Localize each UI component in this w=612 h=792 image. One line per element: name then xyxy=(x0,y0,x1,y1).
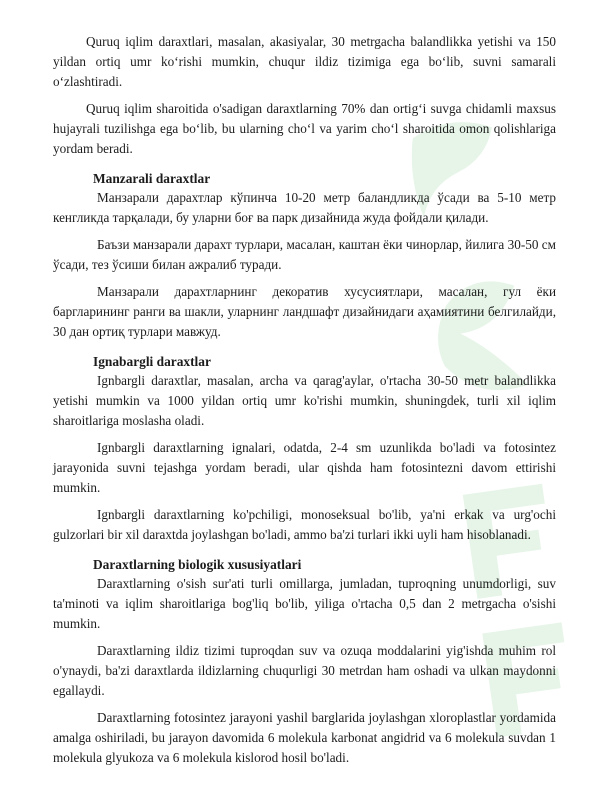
paragraph-ornamental-3: Манзарали дарахтларнинг декоратив хусусиятлари, масалан, гул ёки баргларининг ранги ва шакли, уларнинг ландшафт дизайнидаги аҳамиятини белгилайди, 30 дан ортиқ турлари мавжуд. xyxy=(53,284,556,339)
paragraph-ornamental-2: Баъзи манзарали дарахт турлари, масалан, каштан ёки чинорлар, йилига 30-50 см ўсади, тез ўсиши билан ажралиб туради. xyxy=(53,237,556,272)
heading-biological-features: Daraxtlarning biologik xususiyatlari xyxy=(93,557,302,572)
paragraph-biological-3: Daraxtlarning fotosintez jarayoni yashil barglarida joylashgan xloroplastlar yordamida amalga oshiriladi, bu jarayon davomida 6 molekula karbonat angidrid va 6 molekula suvdan 1 molekula glyukoza va 6 molekula kislorod hosil bo'ladi. xyxy=(53,710,556,765)
paragraph-biological-1: Daraxtlarning o'sish sur'ati turli omillarga, jumladan, tuproqning unumdorligi, suv ta'minoti va iqlim sharoitlariga bog'liq bo'lib, yiliga o'rtacha 0,5 dan 2 metrgacha o'sishi mumkin. xyxy=(53,576,556,631)
paragraph-biological-2: Daraxtlarning ildiz tizimi tuproqdan suv va ozuqa moddalarini yig'ishda muhim rol o'ynaydi, ba'zi daraxtlarda ildizlarning chuqurligi 30 metrdan ham oshadi va ulkan maydonni egallaydi. xyxy=(53,643,556,698)
heading-ornamental-trees: Manzarali daraxtlar xyxy=(93,171,211,186)
document-page xyxy=(53,32,556,775)
paragraph-dry-climate-1: Quruq iqlim daraxtlari, masalan, akasiyalar, 30 metrgacha balandlikka yetishi va 150 yildan ortiq umr ko‘rishi mumkin, chuqur ildiz tizimiga ega bo‘lib, suvni samarali o‘zlashtiradi. xyxy=(53,34,556,89)
paragraph-coniferous-2: Ignbargli daraxtlarning ignalari, odatda, 2-4 sm uzunlikda bo'ladi va fotosintez jarayonida suvni tejashga yordam beradi, ular qishda ham fotosintezni davom ettirishi mumkin. xyxy=(53,440,556,495)
paragraph-coniferous-1: Ignbargli daraxtlar, masalan, archa va qarag'aylar, o'rtacha 30-50 metr balandlikka yetishi mumkin va 1000 yildan ortiq umr ko'rishi mumkin, shuningdek, turli xil iqlim sharoitlariga moslasha oladi. xyxy=(53,373,556,428)
paragraph-ornamental-1: Манзарали дарахтлар кўпинча 10-20 метр баландликда ўсади ва 5-10 метр кенгликда тарқалади, бу уларни боғ ва парк дизайнида жуда фойдали қилади. xyxy=(53,190,556,225)
heading-coniferous-trees: Ignabargli daraxtlar xyxy=(93,354,211,369)
paragraph-dry-climate-2: Quruq iqlim sharoitida o'sadigan daraxtlarning 70% dan ortig‘i suvga chidamli maxsus hujayrali tuzilishga ega bo‘lib, bu ularning cho‘l va yarim cho‘l sharoitida omon qolishlariga yordam beradi. xyxy=(53,101,556,156)
paragraph-coniferous-3: Ignbargli daraxtlarning ko'pchiligi, monoseksual bo'lib, ya'ni erkak va urg'ochi gulzorlari bir xil daraxtda joylashgan bo'ladi, ammo ba'zi turlari ikki uyli ham hisoblanadi. xyxy=(53,507,556,542)
